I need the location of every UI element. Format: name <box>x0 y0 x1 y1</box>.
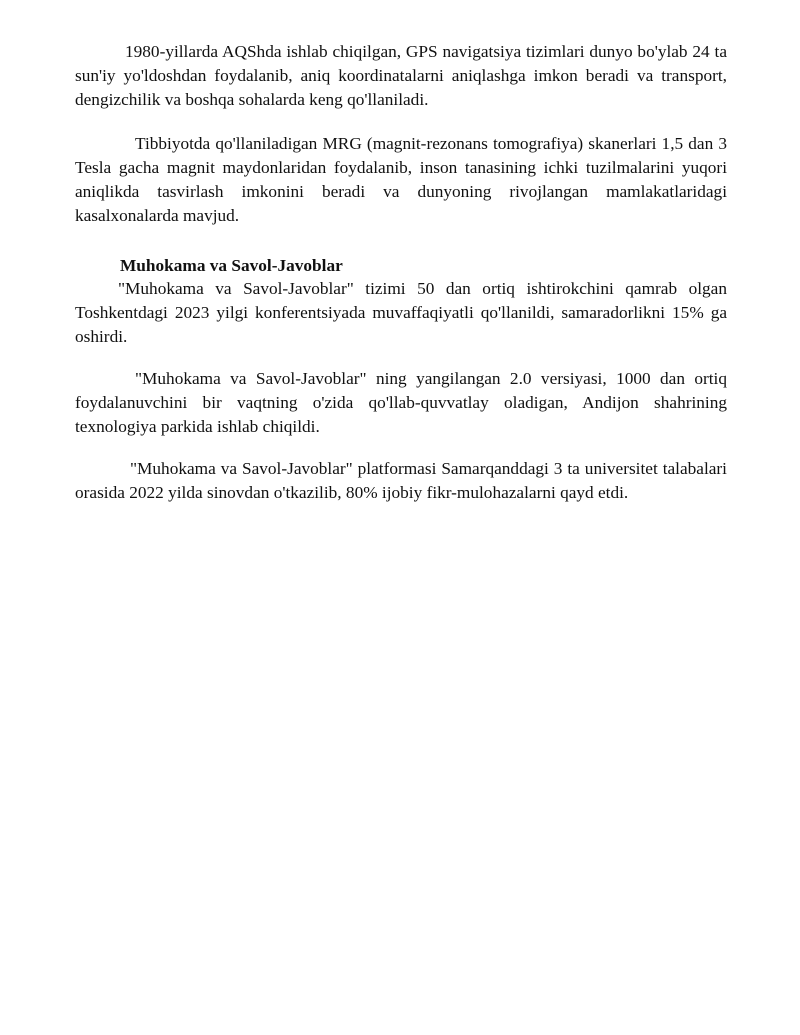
paragraph-conference: "Muhokama va Savol-Javoblar" tizimi 50 dan ortiq ishtirokchini qamrab olgan Toshkentdagi 2023 yilgi konferentsiyada muvaffaqiyatli qo'llanildi, samaradorlikni 15% ga oshirdi. <box>75 279 727 346</box>
paragraph-mrg: Tibbiyotda qo'llaniladigan MRG (magnit-rezonans tomografiya) skanerlari 1,5 dan 3 Tesla gacha magnit maydonlaridan foydalanib, inson tanasining ichki tuzilmalarini yuqori aniqlikda tasvirlash imkonini beradi va dunyoning rivojlangan mamlakatlaridagi kasalxonalarda mavjud. <box>75 134 727 225</box>
section-heading: Muhokama va Savol-Javoblar <box>120 256 343 275</box>
paragraph-gps: 1980-yillarda AQShda ishlab chiqilgan, GPS navigatsiya tizimlari dunyo bo'ylab 24 ta sun'iy yo'ldoshdan foydalanib, aniq koordinatalarni aniqlashga imkon beradi va transport, dengizchilik va boshqa sohalarda keng qo'llaniladi. <box>75 42 727 109</box>
paragraph-platform: "Muhokama va Savol-Javoblar" platformasi Samarqanddagi 3 ta universitet talabalari orasida 2022 yilda sinovdan o'tkazilib, 80% ijobiy fikr-mulohazalarni qayd etdi. <box>75 459 727 502</box>
document-page <box>75 40 727 505</box>
paragraph-version: "Muhokama va Savol-Javoblar" ning yangilangan 2.0 versiyasi, 1000 dan ortiq foydalanuvchini bir vaqtning o'zida qo'llab-quvvatlay oladigan, Andijon shahrining texnologiya parkida ishlab chiqildi. <box>75 369 727 436</box>
